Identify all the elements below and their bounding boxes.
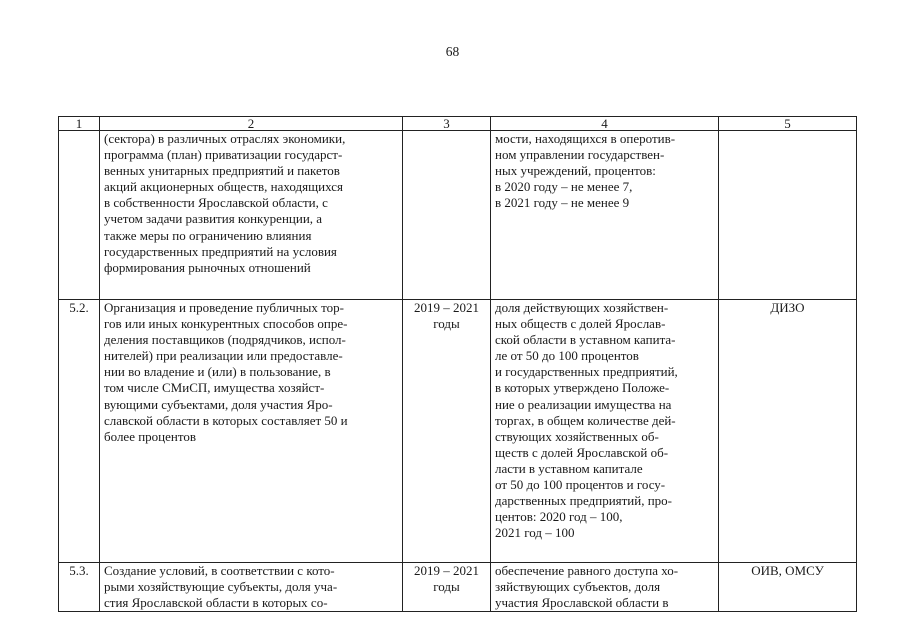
- row-number: [59, 131, 100, 300]
- term-cell: 2019 – 2021 годы: [403, 300, 491, 563]
- measure-cell: Создание условий, в соответствии с кото- рыми хозяйствующие субъекты, доля уча- стия Ярославской области в которых со-: [104, 563, 338, 611]
- row-number: 5.2.: [59, 300, 100, 563]
- measure-cell-wrapper: [100, 563, 403, 612]
- responsible-cell: ОИВ, ОМСУ: [719, 563, 857, 612]
- page-number: 68: [445, 44, 460, 59]
- indicator-cell-wrapper: [491, 563, 719, 612]
- measure-cell: Организация и проведение публичных тор- гов или иных конкурентных способов опре- деления поставщиков (подрядчиков, испол- нителей) при реализации или предоставле- нии во владение и (или) в пользование, в том числе СМиСП, имущества хозяйст- вующими субъектами, доля участия Яро- славской области в которых составляет 50 и более процентов: [100, 300, 403, 563]
- table-row: [59, 300, 857, 563]
- column-header-5: 5: [719, 117, 857, 131]
- table-row: [59, 563, 857, 612]
- measures-table: [58, 116, 857, 612]
- responsible-cell: [719, 131, 857, 300]
- term-cell: [403, 131, 491, 300]
- indicator-cell: доля действующих хозяйствен- ных обществ с долей Ярослав- ской области в уставном капита- ле от 50 до 100 процентов и государственных предприятий, в которых утверждено Положе- ние о реализации имущества на торгах, в общем количестве дей- ствующих хозяйственных об- ществ с долей Ярославской об- ласти в уставном капитале от 50 до 100 процентов и госу- дарственных предприятий, про- центов: 2020 год – 100, 2021 год – 100: [491, 300, 719, 563]
- column-header-3: 3: [403, 117, 491, 131]
- column-header-1: 1: [59, 117, 100, 131]
- measure-cell: (сектора) в различных отраслях экономики, программа (план) приватизации государст- венных унитарных предприятий и пакетов акций акционерных обществ, находящихся в собственности Ярославской области, с учетом задачи развития конкуренции, а также меры по ограничению влияния государственных предприятий на условия формирования рыночных отношений: [100, 131, 403, 300]
- row-number: 5.3.: [59, 563, 100, 612]
- table-header-row: [59, 117, 857, 131]
- term-cell: 2019 – 2021 годы: [403, 563, 491, 612]
- indicator-cell: мости, находящихся в оперотив- ном управлении государствен- ных учреждений, процентов: в 2020 году – не менее 7, в 2021 году – не менее 9: [491, 131, 719, 300]
- responsible-cell: ДИЗО: [719, 300, 857, 563]
- column-header-2: 2: [100, 117, 403, 131]
- table-row: [59, 131, 857, 300]
- column-header-4: 4: [491, 117, 719, 131]
- indicator-cell: обеспечение равного доступа хо- зяйствующих субъектов, доля участия Ярославской области в: [495, 563, 679, 611]
